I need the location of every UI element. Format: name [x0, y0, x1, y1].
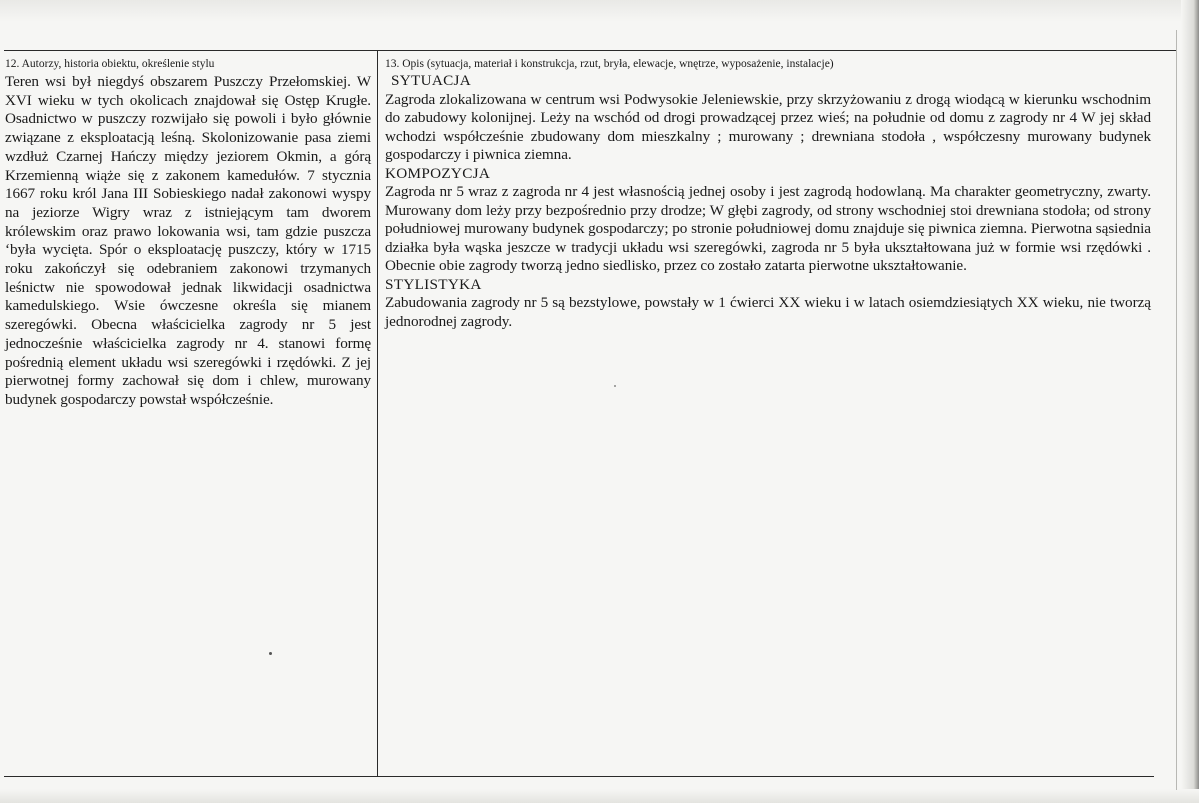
history-text: Teren wsi był niegdyś obszarem Puszczy Przełomskiej. W XVI wieku w tych okolicach znajdował się Ostęp Krugłe. Osadnictwo w puszczy rozwijało się powoli i było głównie związane z eksploatacją leśną. Skolonizowanie pasa ziemi wzdłuż Czarnej Hańczy między jeziorem Okmin, a górą Krzemienną wiąże się z zakonem kamedułów. 7 stycznia 1667 roku król Jana III Sobieskiego nadał zakonowi wyspy na jeziorze Wigry wraz z istniejącym tam dworem królewskim oraz prawo lokowania wsi, tam gdzie puszcza ‘była wycięta. Spór o eksploatację puszczy, który w 1715 roku zakończył się odebraniem zakonowi trzymanych leśnictw nie spowodował jednak likwidacji osadnictwa kamedulskiego. Wsie ówczesne określa się mianem szeregówki. Obecna właścicielka zagrody nr 5 jest jednocześnie właścicielka zagrody nr 4. stanowi formę pośrednią element układu wsi szeregówki i rzędówki. Z jej pierwotnej formy zachował się dom i chlew, murowany budynek gospodarczy powstał współcześnie.: [5, 73, 371, 408]
section-title-kompozycja: KOMPOZYCJA: [385, 164, 491, 182]
history-heading: 12. Autorzy, historia obiektu, określenie stylu: [5, 58, 215, 70]
page-right-margin-line: [1176, 30, 1177, 790]
section-text-kompozycja: Zagroda nr 5 wraz z zagroda nr 4 jest własnością jednej osoby i jest zagrodą hodowlaną. Ma charakter geometryczny, zwarty. Murowany dom leży przy bezpośrednio przy drodze; W głębi zagrody, od strony wschodniej stoi drewniana stodoła; od strony południowej murowany budynek gospodarczy; po stronie południowej domu znajduje się piwnica ziemna. Pierwotna sąsiednia działka była wąska jeszcze w tradycji układu wsi szeregówki, zagroda nr 5 była ukształtowana już w formie wsi rzędówki . Obecnie obie zagrody tworzą jedno siedlisko, przez co zostało zatarta pierwotne ukształtowanie.: [385, 183, 1151, 274]
scan-edge-right: [1181, 0, 1199, 803]
description-heading: 13. Opis (sytuacja, materiał i konstrukcja, rzut, bryła, elewacje, wnętrze, wyposażenie, instalacje): [385, 58, 834, 70]
description-column: [385, 57, 1151, 331]
section-title-stylistyka: STYLISTYKA: [385, 275, 482, 293]
section-text-stylistyka: Zabudowania zagrody nr 5 są bezstylowe, powstały w 1 ćwierci XX wieku i w latach osiemdziesiątych XX wieku, nie tworzą jednorodnej zagrody.: [385, 294, 1151, 330]
table-bottom-border: [4, 776, 1154, 777]
scan-speck: [269, 652, 272, 655]
section-text-sytuacja: Zagroda zlokalizowana w centrum wsi Podwysokie Jeleniewskie, przy skrzyżowaniu z drogą wiodącą w kierunku wschodnim do zabudowy kolonijnej. Leży na wschód od drogi prowadzącej przez wieś; na południe od domu z zagrody nr 4 W jej skład wchodzi współcześnie zbudowany dom mieszkalny ; murowany ; drewniana stodoła , współczesny murowany budynek gospodarczy i piwnica ziemna.: [385, 90, 1151, 163]
scan-edge-top: [0, 0, 1199, 22]
section-title-sytuacja: SYTUACJA: [391, 72, 472, 89]
scan-edge-bottom: [0, 789, 1199, 803]
column-divider: [377, 51, 378, 777]
scan-speck: [614, 385, 616, 387]
history-column: [5, 57, 371, 410]
table-top-border: [4, 50, 1176, 51]
